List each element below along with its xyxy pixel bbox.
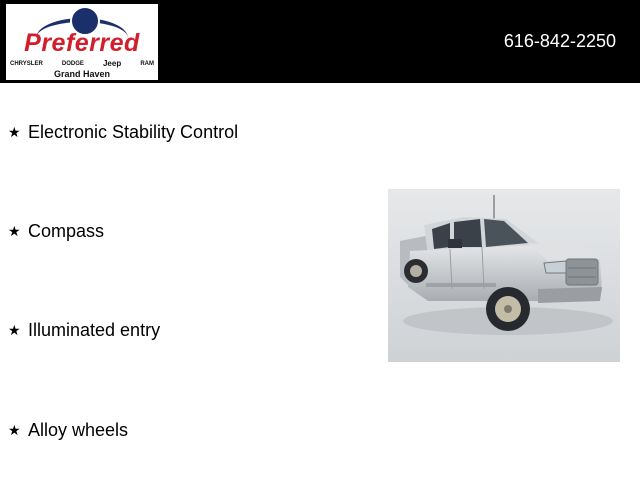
feature-item	[8, 122, 238, 143]
brand-jeep: Jeep	[102, 59, 122, 68]
brand-chrysler: CHRYSLER	[10, 60, 43, 67]
star-icon: ★	[8, 322, 21, 338]
brand-ram: RAM	[140, 60, 154, 67]
vehicle-photo[interactable]	[388, 189, 620, 362]
feature-label: Illuminated entry	[28, 320, 161, 340]
header-bar	[0, 0, 640, 83]
logo-brand-row	[10, 59, 154, 68]
feature-label: Compass	[28, 221, 105, 241]
feature-label: Electronic Stability Control	[28, 122, 239, 142]
dealer-logo[interactable]	[6, 4, 158, 80]
logo-location: Grand Haven	[53, 69, 111, 79]
vehicle-image	[388, 189, 620, 362]
brand-dodge: DODGE	[61, 60, 84, 67]
star-icon: ★	[8, 124, 21, 140]
feature-label: Alloy wheels	[28, 420, 129, 440]
feature-item	[8, 221, 104, 242]
feature-item	[8, 420, 128, 441]
star-icon: ★	[8, 422, 21, 438]
star-icon: ★	[8, 223, 21, 239]
feature-item	[8, 320, 160, 341]
logo-wordmark: Preferred	[24, 29, 140, 57]
phone-number-link[interactable]: 616-842-2250	[503, 31, 616, 51]
